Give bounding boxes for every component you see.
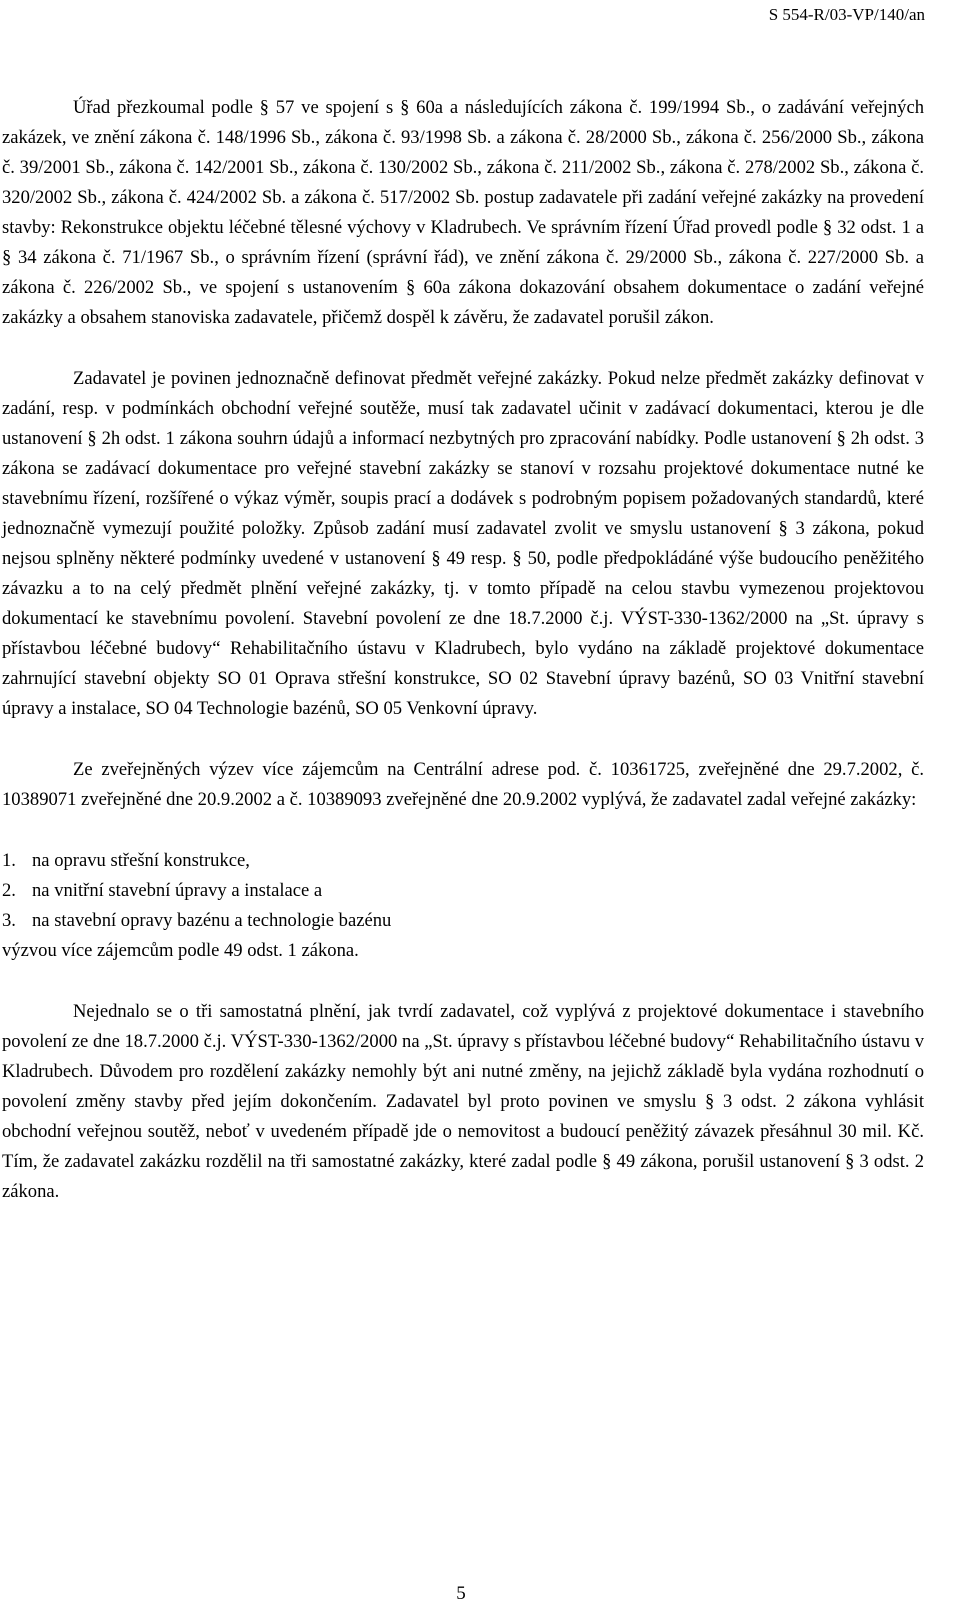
paragraph-gap: [2, 815, 924, 846]
list-item-text: na stavební opravy bazénu a technologie bazénu: [32, 910, 392, 931]
list-item-number: 1.: [2, 850, 16, 871]
list-closing-line: výzvou více zájemcům podle 49 odst. 1 zákona.: [2, 940, 359, 961]
document-reference: S 554-R/03-VP/140/an: [768, 5, 925, 24]
page-number: 5: [456, 1583, 466, 1604]
list-item-number: 3.: [2, 910, 16, 931]
document-body: [2, 93, 924, 1207]
list-item-text: na opravu střešní konstrukce,: [32, 850, 250, 871]
list-item: [2, 846, 924, 876]
list-item: [2, 876, 924, 906]
paragraph-review-statement: Úřad přezkoumal podle § 57 ve spojení s § 60a a následujících zákona č. 199/1994 Sb., o zadávání veřejných zakázek, ve znění zákona č. 148/1996 Sb., zákona č. 93/1998 Sb. a zákona č. 28/2000 Sb., zákona č. 256/2000 Sb., zákona č. 39/2001 Sb., zákona č. 142/2001 Sb., zákona č. 130/2002 Sb., zákona č. 211/2002 Sb., zákona č. 278/2002 Sb., zákona č. 320/2002 Sb., zákona č. 424/2002 Sb. a zákona č. 517/2002 Sb. postup zadavatele při zadání veřejné zakázky na provedení stavby: Rekonstrukce objektu léčebné tělesné výchovy v Kladrubech. Ve správním řízení Úřad provedl podle § 32 odst. 1 a § 34 zákona č. 71/1967 Sb., o správním řízení (správní řád), ve znění zákona č. 29/2000 Sb., zákona č. 227/2000 Sb. a zákona č. 226/2002 Sb., ve spojení s ustanovením § 60a zákona dokazování obsahem dokumentace o zadání veřejné zakázky a obsahem stanoviska zadavatele, přičemž dospěl k závěru, že zadavatel porušil zákon.: [2, 97, 924, 328]
paragraph-gap: [2, 333, 924, 364]
paragraph-contracting-obligations: Zadavatel je povinen jednoznačně definovat předmět veřejné zakázky. Pokud nelze předmět zakázky definovat v zadání, resp. v podmínkách obchodní veřejné soutěže, musí tak zadavatel učinit v zadávací dokumentaci, kterou je dle ustanovení § 2h odst. 1 zákona souhrn údajů a informací nezbytných pro zpracování nabídky. Podle ustanovení § 2h odst. 3 zákona se zadávací dokumentace pro veřejné stavební zakázky se stanoví v rozsahu projektové dokumentace nutné ke stavebnímu řízení, rozšířené o výkaz výměr, soupis prací a dodávek s podrobným popisem požadovaných standardů, které jednoznačně vymezují použité položky. Způsob zadání musí zadavatel zvolit ve smyslu ustanovení § 3 zákona, pokud nejsou splněny některé podmínky uvedené v ustanovení § 49 resp. § 50, podle předpokládáné výše budoucího peněžitého závazku a to na celý předmět plnění veřejné zakázky, tj. v tomto případě na celou stavbu vymezenou projektovou dokumentací ke stavebnímu povolení. Stavební povolení ze dne 18.7.2000 č.j. VÝST-330-1362/2000 na „St. úpravy s přístavbou léčebné budovy“ Rehabilitačního ústavu v Kladrubech, bylo vydáno na základě projektové dokumentace zahrnující stavební objekty SO 01 Oprava střešní konstrukce, SO 02 Stavební úpravy bazénů, SO 03 Vnitřní stavební úpravy a instalace, SO 04 Technologie bazénů, SO 05 Venkovní úpravy.: [2, 368, 924, 719]
paragraph-gap: [2, 966, 924, 997]
list-item: [2, 906, 924, 936]
paragraph-published-invitations: Ze zveřejněných výzev více zájemcům na Centrální adrese pod. č. 10361725, zveřejněné dne 29.7.2002, č. 10389071 zveřejněné dne 20.9.2002 a č. 10389093 zveřejněné dne 20.9.2002 vyplývá, že zadavatel zadal veřejné zakázky:: [2, 759, 924, 810]
list-item-text: na vnitřní stavební úpravy a instalace a: [32, 880, 323, 901]
paragraph-conclusion: Nejednalo se o tři samostatná plnění, jak tvrdí zadavatel, což vyplývá z projektové dokumentace i stavebního povolení ze dne 18.7.2000 č.j. VÝST-330-1362/2000 na „St. úpravy s přístavbou léčebné budovy“ Rehabilitačního ústavu v Kladrubech. Důvodem pro rozdělení zakázky nemohly být ani nutné změny, na jejichž základě byla vydána rozhodnutí o povolení změny stavby před jejím dokončením. Zadavatel byl proto povinen ve smyslu § 3 odst. 2 zákona vyhlásit obchodní veřejnou soutěž, neboť v uvedeném případě jde o nemovitost a budoucí peněžitý závazek přesáhnul 30 mil. Kč. Tím, že zadavatel zakázku rozdělil na tři samostatné zakázky, které zadal podle § 49 zákona, porušil ustanovení § 3 odst. 2 zákona.: [2, 1001, 924, 1202]
contract-list: [2, 846, 924, 936]
list-item-number: 2.: [2, 880, 16, 901]
paragraph-gap: [2, 724, 924, 755]
